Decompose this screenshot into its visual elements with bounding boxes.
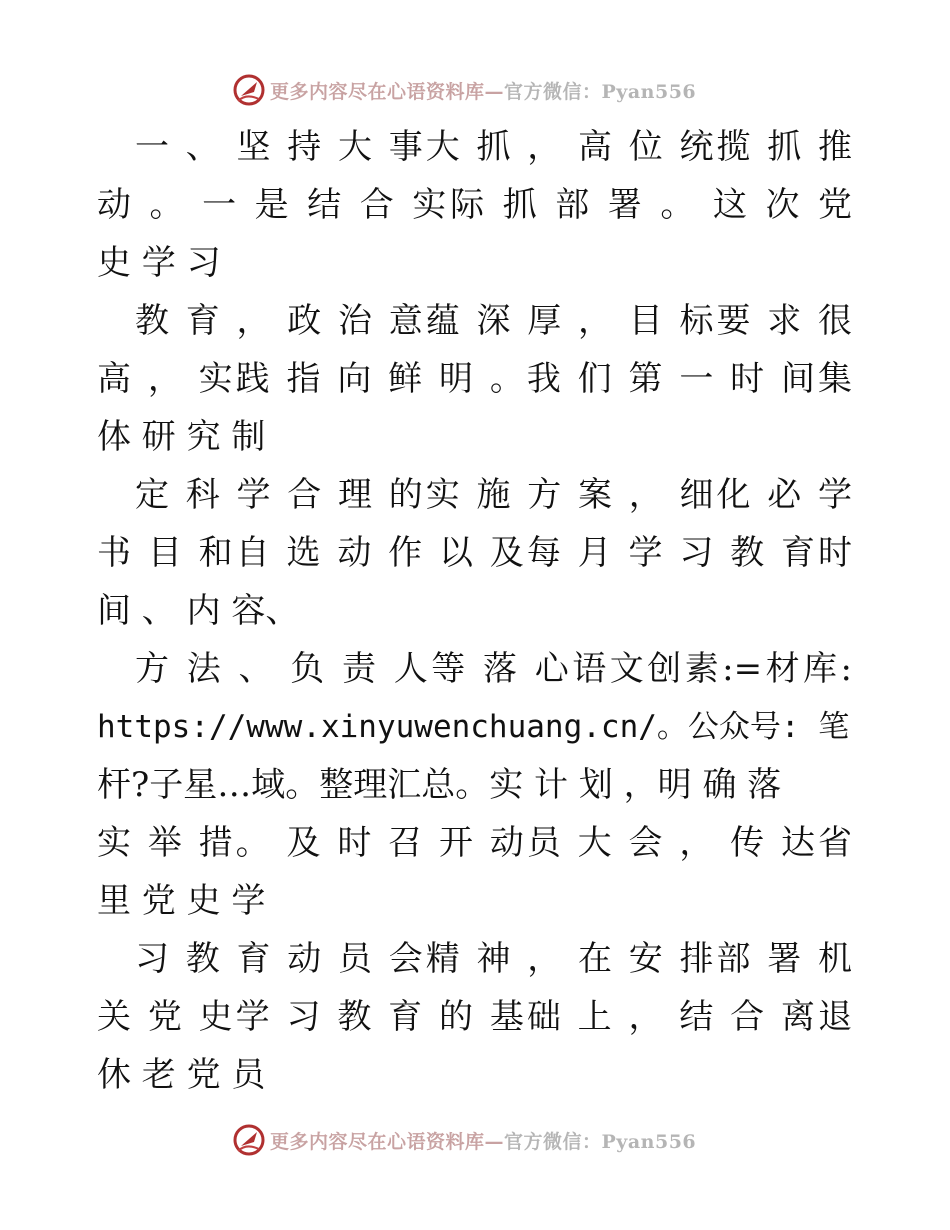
- text-line: 动 。 一 是 结 合 实际 抓 部 署 。 这 次 党: [97, 185, 852, 225]
- text-line: 杆?子星…域。整理汇总。实 计 划 ，明 确 落: [97, 765, 782, 805]
- text-line: 定 科 学 合 理 的实 施 方 案 ， 细化 必 学: [135, 475, 852, 515]
- banner-title: 更多内容尽在心语资料库: [270, 80, 485, 103]
- brand-logo-icon: [232, 73, 266, 107]
- text-line: 方 法 、 负 责 人等 落 心语文创素:=材库:: [135, 649, 852, 689]
- text-line: 体 研 究 制: [97, 417, 266, 457]
- text-line: 史 学 习: [97, 243, 221, 283]
- text-line: 间 、 内 容、: [97, 591, 300, 631]
- text-line: 习 教 育 动 员 会精 神 ， 在 安 排部 署 机: [135, 939, 852, 979]
- banner-separator: —: [484, 80, 505, 103]
- text-line: 里 党 史 学: [97, 881, 266, 921]
- brand-logo-icon: [232, 1123, 266, 1157]
- text-line: 实 举 措。 及 时 召 开 动员 大 会 ， 传 达省: [97, 823, 852, 863]
- text-line: 休 老 党 员: [97, 1055, 266, 1095]
- banner-title: 更多内容尽在心语资料库: [270, 1130, 485, 1153]
- banner-wechat: 官方微信：Pyan556: [504, 1130, 697, 1153]
- banner-wechat: 官方微信：Pyan556: [504, 80, 697, 103]
- banner-separator: —: [484, 1130, 505, 1153]
- footer-banner: [232, 1122, 696, 1158]
- text-line: 书 目 和自 选 动 作 以 及每 月 学 习 教 育时: [97, 533, 852, 573]
- text-line: 教 育 ， 政 治 意蕴 深 厚 ， 目 标要 求 很: [135, 301, 852, 341]
- text-line: 高 ， 实践 指 向 鲜 明 。我 们 第 一 时 间集: [97, 359, 852, 399]
- header-banner: [232, 72, 696, 108]
- text-line: https://www.xinyuwenchuang.cn/。公众号: 笔: [97, 709, 850, 745]
- text-line: 一 、 坚 持 大 事大 抓 ， 高 位 统揽 抓 推: [135, 127, 852, 167]
- text-line: 关 党 史学 习 教 育 的 基础 上 ， 结 合 离退: [97, 997, 852, 1037]
